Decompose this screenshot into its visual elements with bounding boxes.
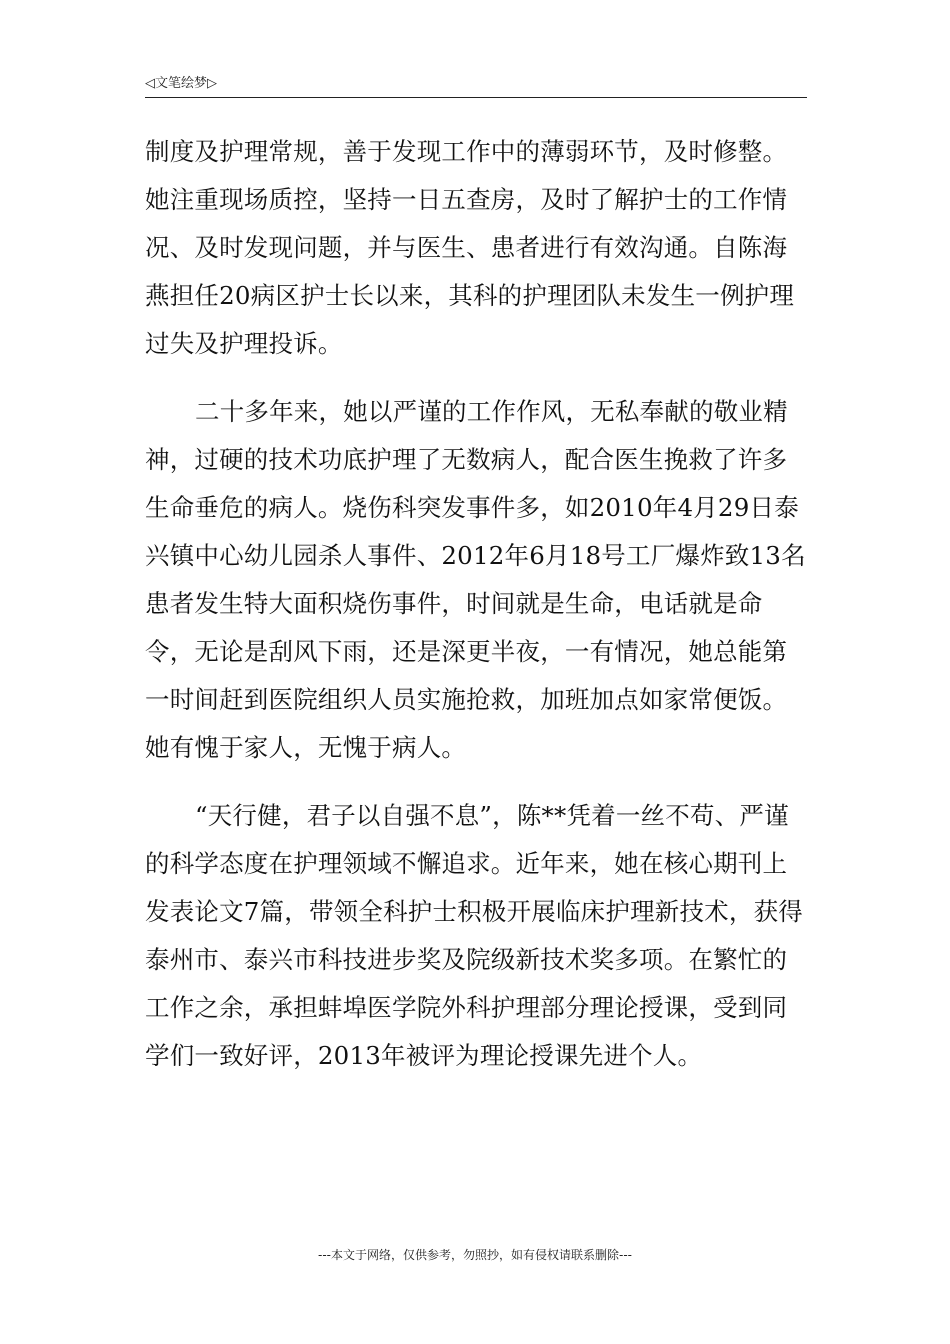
paragraph-1: 制度及护理常规，善于发现工作中的薄弱环节，及时修整。她注重现场质控，坚持一日五查房，及时了解护士的工作情况、及时发现问题，并与医生、患者进行有效沟通。自陈海燕担任20病区护士长以来，其科的护理团队未发生一例护理过失及护理投诉。 (145, 137, 795, 358)
paragraph-gap (145, 368, 807, 388)
document-body (145, 128, 807, 1080)
page-header (145, 75, 807, 98)
paragraph-2: 二十多年来，她以严谨的工作作风，无私奉献的敬业精神，过硬的技术功底护理了无数病人，配合医生挽救了许多生命垂危的病人。烧伤科突发事件多，如2010年4月29日泰兴镇中心幼儿园杀人事件、2012年6月18号工厂爆炸致13名患者发生特大面积烧伤事件，时间就是生命，电话就是命令，无论是刮风下雨，还是深更半夜，一有情况，她总能第一时间赶到医院组织人员实施抢救，加班加点如家常便饭。她有愧于家人，无愧于病人。 (145, 397, 806, 762)
paragraph-gap (145, 772, 807, 792)
page-footer: ---本文于网络，仅供参考，勿照抄，如有侵权请联系删除--- (318, 1248, 632, 1262)
paragraph-3: “天行健，君子以自强不息”，陈**凭着一丝不苟、严谨的科学态度在护理领域不懈追求。近年来，她在核心期刊上发表论文7篇，带领全科护士积极开展临床护理新技术，获得泰州市、泰兴市科技进步奖及院级新技术奖多项。在繁忙的工作之余，承担蚌埠医学院外科护理部分理论授课，受到同学们一致好评，2013年被评为理论授课先进个人。 (145, 801, 803, 1070)
header-title: ◁文笔绘梦▷ (145, 76, 217, 91)
